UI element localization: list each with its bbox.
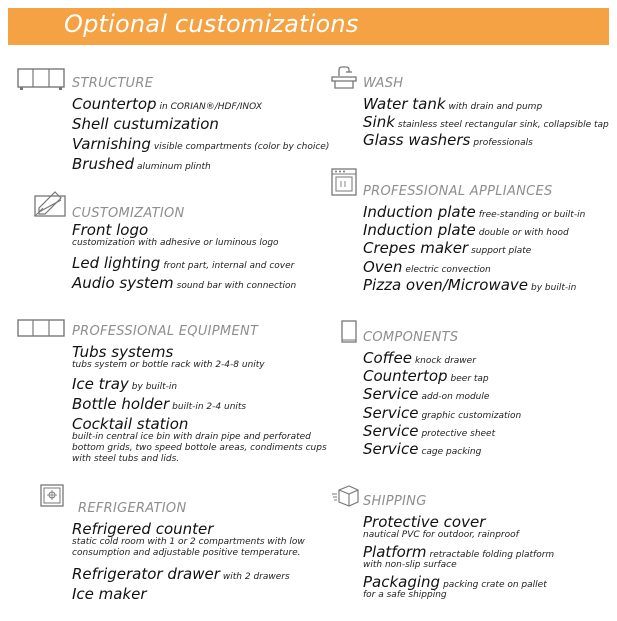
list-item: Sink stainless steel rectangular sink, collapsible tap [363, 113, 609, 131]
list-item: Cocktail station [72, 415, 189, 433]
section-title: REFRIGERATION [78, 501, 187, 516]
item-note: customization with adhesive or luminous logo [72, 238, 279, 248]
section-title: SHIPPING [363, 494, 427, 509]
list-item: Service add-on module [363, 385, 490, 403]
list-item: Brushed aluminum plinth [72, 155, 211, 173]
list-item: Countertop in CORIAN®/HDF/INOX [72, 95, 263, 113]
section-title: WASH [363, 76, 404, 91]
list-item: Pizza oven/Microwave by built-in [363, 276, 577, 294]
list-item: Platform retractable folding platform [363, 543, 555, 561]
list-item: Service protective sheet [363, 422, 496, 440]
list-item: Crepes maker support plate [363, 239, 532, 257]
sink-icon [331, 66, 357, 90]
list-item: Front logo [72, 221, 149, 239]
item-note: with non-slip surface [363, 560, 457, 570]
section-title: PROFESSIONAL EQUIPMENT [72, 324, 259, 339]
list-item: Water tank with drain and pump [363, 95, 543, 113]
cabinet-icon [17, 68, 65, 90]
list-item: Tubs systems [72, 343, 174, 361]
item-note: for a safe shipping [363, 590, 447, 600]
page-title: Optional customizations [64, 10, 359, 38]
list-item: Ice tray by built-in [72, 375, 178, 393]
list-item: Refrigerator drawer with 2 drawers [72, 565, 290, 583]
title-banner [8, 8, 609, 45]
section-title: CUSTOMIZATION [72, 206, 185, 221]
section-title: PROFESSIONAL APPLIANCES [363, 184, 553, 199]
list-item: Induction plate free-standing or built-in [363, 203, 586, 221]
list-item: Led lighting front part, internal and cover [72, 254, 295, 272]
list-item: Glass washers professionals [363, 131, 533, 149]
list-item: Service graphic customization [363, 404, 522, 422]
item-note: static cold room with 1 or 2 compartments with low consumption and adjustable positive temperature. [72, 537, 305, 558]
item-note: built-in central ice bin with drain pipe and perforated bottom grids, two speed bottole areas, condiments cups with steel tubs and lids. [72, 432, 327, 464]
list-item: Oven electric convection [363, 258, 491, 276]
list-item: Ice maker [72, 585, 147, 603]
list-item: Coffee knock drawer [363, 349, 476, 367]
section-title: STRUCTURE [72, 76, 154, 91]
list-item: Induction plate double or with hood [363, 221, 569, 239]
list-item: Audio system sound bar with connection [72, 274, 297, 292]
list-item: Bottle holder built-in 2-4 units [72, 395, 247, 413]
list-item: Countertop beer tap [363, 367, 489, 385]
panel-icon [341, 320, 357, 344]
list-item: Shell custumization [72, 115, 219, 133]
design-tools-icon [33, 190, 67, 218]
item-note: tubs system or bottle rack with 2-4-8 unity [72, 360, 265, 370]
package-icon [331, 485, 359, 507]
fridge-icon [40, 484, 64, 508]
list-item: Varnishing visible compartments (color by choice) [72, 135, 330, 153]
list-item: Packaging packing crate on pallet [363, 573, 547, 591]
list-item: Refrigered counter [72, 520, 214, 538]
counter-icon [17, 319, 65, 337]
list-item: Protective cover [363, 513, 486, 531]
section-title: COMPONENTS [363, 330, 459, 345]
list-item: Service cage packing [363, 440, 482, 458]
item-note: nautical PVC for outdoor, rainproof [363, 530, 519, 540]
oven-icon [331, 168, 357, 196]
